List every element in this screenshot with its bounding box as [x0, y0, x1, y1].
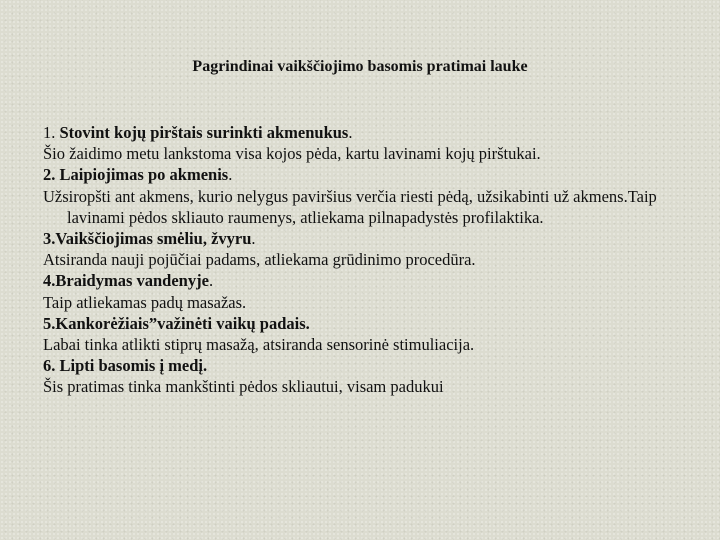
exercise-title-suffix: .: [348, 123, 353, 142]
exercise-title: Kankorėžiais”važinėti vaikų padais.: [55, 313, 310, 333]
exercise-title: Vaikščiojimas smėliu, žvyru: [55, 229, 252, 249]
exercise-heading-1: [43, 122, 693, 143]
exercise-title-suffix: .: [208, 271, 214, 291]
exercise-description-1: Šio žaidimo metu lankstoma visa kojos pėda, kartu lavinami kojų pirštukai.: [43, 144, 541, 164]
exercise-description-5: Labai tinka atlikti stiprų masažą, atsiranda sensorinė stimuliacija.: [43, 335, 475, 355]
exercise-title: Stovint kojų pirštais surinkti akmenukus: [59, 123, 349, 142]
exercise-number: 4.: [43, 271, 56, 291]
exercise-title: Lipti basomis į medį.: [59, 356, 208, 376]
exercise-number: 1.: [43, 123, 56, 142]
exercise-description-3: Atsiranda nauji pojūčiai padams, atliekama grūdinimo procedūra.: [43, 250, 476, 270]
exercise-title: Braidymas vandenyje: [55, 271, 209, 291]
exercise-heading-2: [43, 164, 693, 185]
exercise-heading-6: [43, 355, 693, 376]
exercise-heading-5: [43, 313, 693, 334]
exercise-description-4: Taip atliekamas padų masažas.: [43, 292, 247, 312]
slide-title: Pagrindinai vaikščiojimo basomis pratimai lauke: [192, 58, 528, 75]
exercise-list: [43, 122, 693, 398]
exercise-title-suffix: .: [251, 229, 256, 249]
exercise-description-2: Užsiropšti ant akmens, kurio nelygus paviršius verčia riesti pėdą, užsikabinti už akmens.Taip lavinami pėdos skliauto raumenys, atliekama pilnapadystės profilaktika.: [43, 186, 657, 227]
exercise-heading-3: [43, 228, 693, 249]
exercise-number: 3.: [43, 229, 56, 249]
exercise-description-6: Šis pratimas tinka mankštinti pėdos skliautui, visam padukui: [43, 377, 444, 397]
exercise-title-suffix: .: [228, 165, 233, 185]
exercise-heading-4: [43, 270, 693, 291]
exercise-title: Laipiojimas po akmenis: [59, 165, 229, 185]
exercise-number: 2.: [43, 165, 56, 185]
exercise-number: 5.: [43, 313, 56, 333]
exercise-number: 6.: [43, 356, 56, 376]
